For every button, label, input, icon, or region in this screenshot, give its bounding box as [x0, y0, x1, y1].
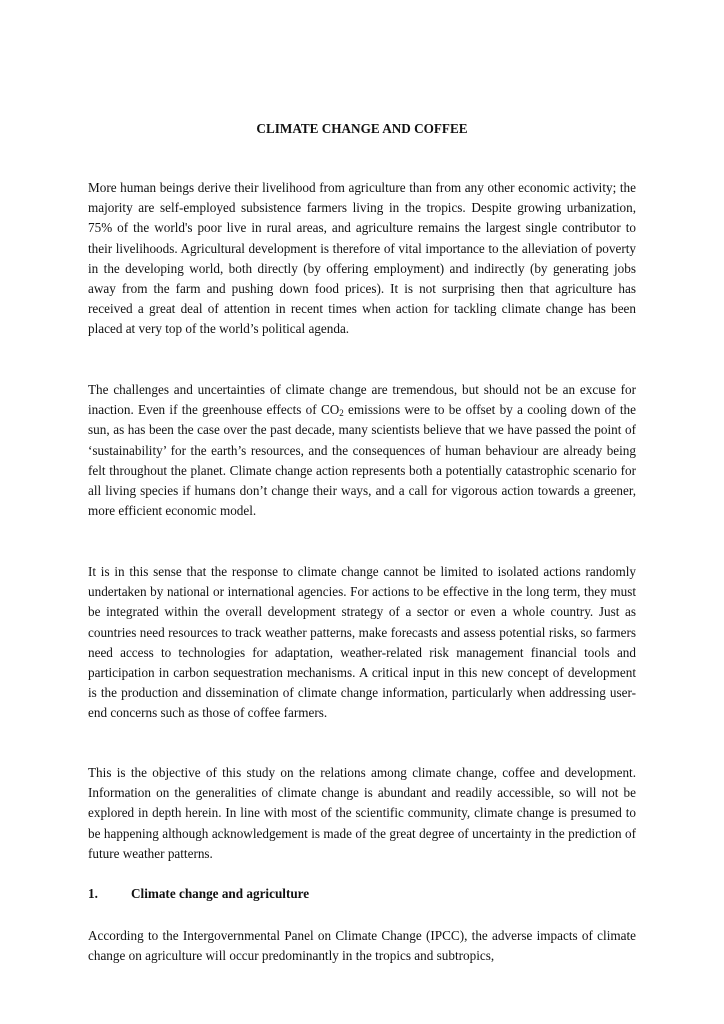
paragraph-challenges-part2: emissions were to be offset by a cooling down of the sun, as has been the case over the past decade, many scientists believe that we have passed the point of ‘sustainability’ for the earth’s resources, and the consequences of human behaviour are already being felt throughout the planet. Climate change action represents both a potentially catastrophic scenario for all living species if humans don’t change their ways, and a call for vigorous action towards a greener, more efficient economic model.: [88, 402, 636, 519]
section-title: Climate change and agriculture: [131, 886, 310, 901]
paragraph-challenges: [88, 380, 636, 521]
co2-base: CO: [320, 402, 340, 418]
co2-formula: [321, 402, 344, 417]
paragraph-intro: More human beings derive their livelihood from agriculture than from any other economic activity; the majority are self-employed subsistence farmers living in the tropics. Despite growing urbanization, 75% of the world's poor live in rural areas, and agriculture remains the largest single contributor to their livelihoods. Agricultural development is therefore of vital importance to the alleviation of poverty in the developing world, both directly (by offering employment) and indirectly (by generating jobs away from the farm and pushing down food prices). It is not surprising then that agriculture has received a great deal of attention in recent times when action for tackling climate change has been placed at very top of the world’s political agenda.: [88, 180, 636, 337]
paragraph-response: It is in this sense that the response to climate change cannot be limited to isolated actions randomly undertaken by national or international agencies. For actions to be effective in the long term, they must be integrated within the overall development strategy of a sector or even a whole country. Just as countries need resources to track weather patterns, make forecasts and assess potential risks, so farmers need access to technologies for adaptation, weather-related risk management financial tools and participation in carbon sequestration mechanisms. A critical input in this new concept of development is the production and dissemination of climate change information, particularly when addressing user-end concerns such as those of coffee farmers.: [88, 564, 636, 721]
co2-subscript: 2: [339, 408, 344, 419]
document-title: CLIMATE CHANGE AND COFFEE: [256, 121, 468, 136]
section-number: 1.: [88, 886, 98, 901]
section-heading: [88, 884, 636, 904]
paragraph-challenges-part1: The challenges and uncertainties of climate change are tremendous, but should not be an excuse for inaction. Even if the greenhouse effects of: [88, 382, 636, 418]
paragraph-ipcc: According to the Intergovernmental Panel on Climate Change (IPCC), the adverse impacts of climate change on agriculture will occur predominantly in the tropics and subtropics,: [88, 928, 636, 964]
paragraph-objective: This is the objective of this study on the relations among climate change, coffee and development. Information on the generalities of climate change is abundant and readily accessible, so will not be explored in depth herein. In line with most of the scientific community, climate change is presumed to be happening although acknowledgement is made of the great degree of uncertainty in the prediction of future weather patterns.: [88, 765, 636, 861]
